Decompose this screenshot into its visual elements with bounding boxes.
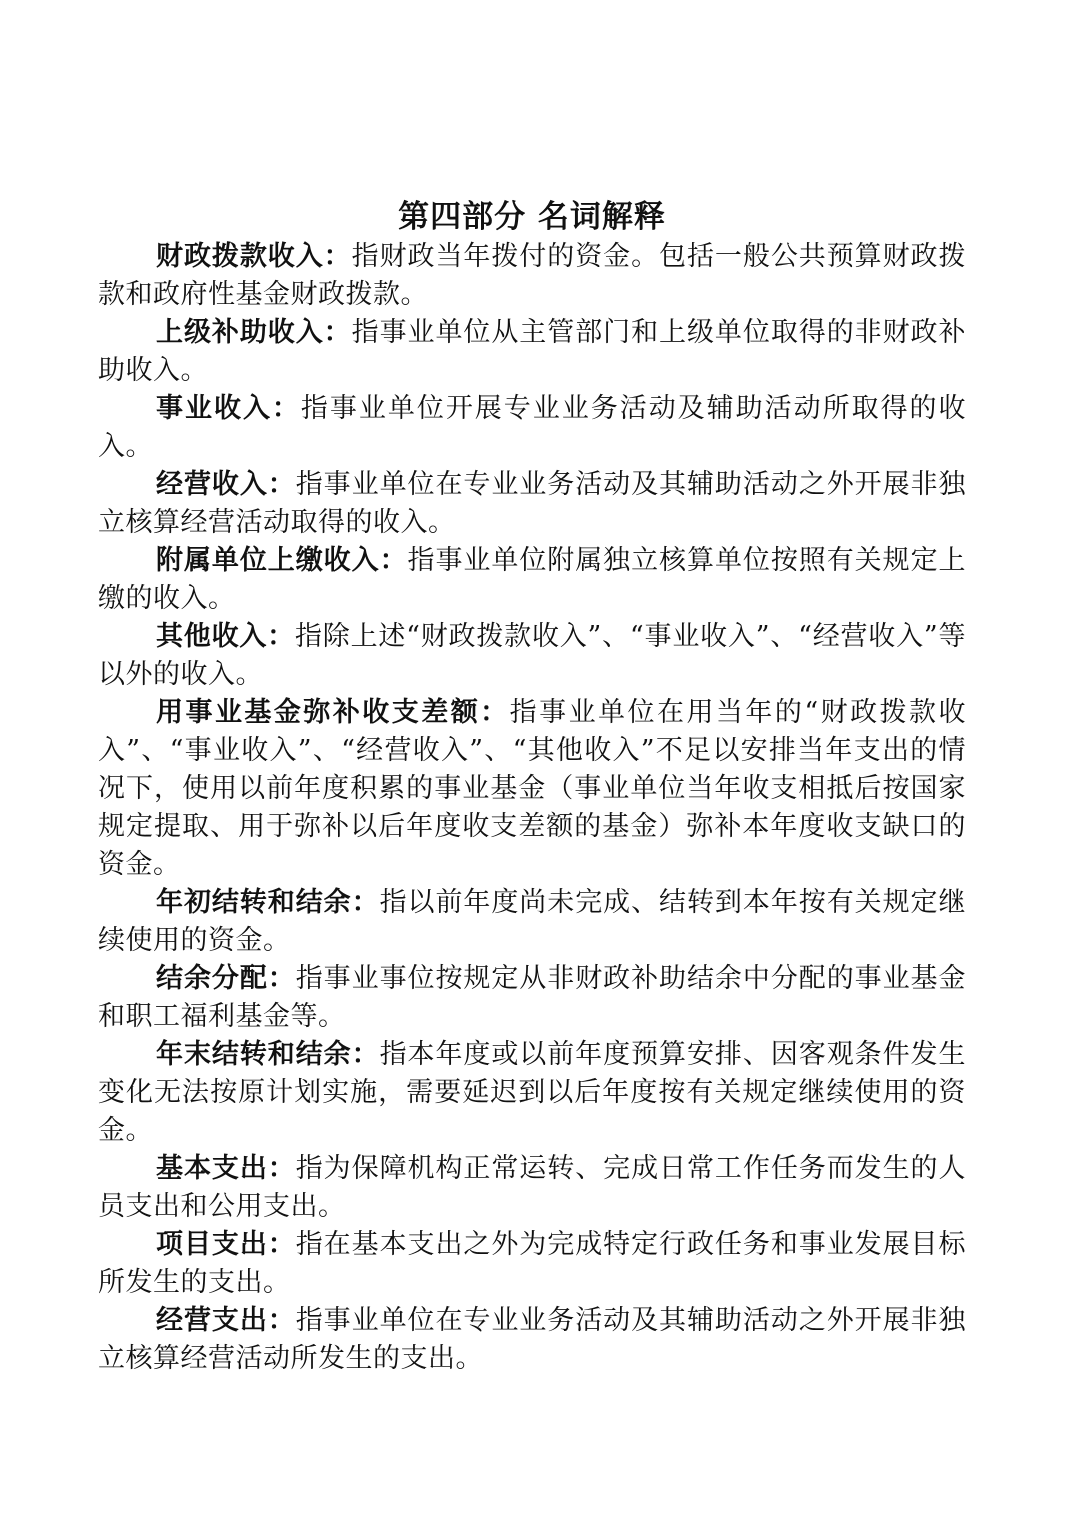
term-paragraph bbox=[98, 694, 966, 884]
term-name: 事业收入： bbox=[156, 393, 301, 424]
term-name: 附属单位上缴收入： bbox=[156, 545, 408, 576]
term-paragraph bbox=[98, 466, 966, 542]
page-title: 第四部分 名词解释 bbox=[398, 199, 666, 235]
term-definition: 指以前年度尚未完成、结转到本年按有关规定继续使用的资金。 bbox=[98, 887, 967, 956]
term-name: 年末结转和结余： bbox=[156, 1039, 380, 1070]
term-name: 结余分配： bbox=[156, 963, 296, 994]
term-definition: 指财政当年拨付的资金。包括一般公共预算财政拨款和政府性基金财政拨款。 bbox=[98, 241, 966, 310]
term-definition: 指事业单位从主管部门和上级单位取得的非财政补助收入。 bbox=[98, 317, 966, 386]
document-body bbox=[98, 196, 966, 1378]
term-paragraph bbox=[98, 1226, 966, 1302]
term-paragraph bbox=[98, 542, 966, 618]
term-definition: 指事业单位在用当年的“财政拨款收入”、“事业收入”、“经营收入”、“其他收入”不足以安排当年支出的情况下，使用以前年度积累的事业基金（事业单位当年收支相抵后按国家规定提取、用于弥补以后年度收支差额的基金）弥补本年度收支缺口的资金。 bbox=[98, 697, 966, 880]
term-definition: 指为保障机构正常运转、完成日常工作任务而发生的人员支出和公用支出。 bbox=[98, 1153, 967, 1222]
term-name: 项目支出： bbox=[156, 1229, 296, 1260]
term-definition: 指在基本支出之外为完成特定行政任务和事业发展目标所发生的支出。 bbox=[98, 1229, 967, 1298]
term-name: 年初结转和结余： bbox=[156, 887, 380, 918]
term-name: 财政拨款收入： bbox=[156, 241, 352, 272]
term-name: 其他收入： bbox=[156, 621, 295, 652]
term-name: 用事业基金弥补收支差额： bbox=[156, 697, 510, 728]
term-definition: 指事业事位按规定从非财政补助结余中分配的事业基金和职工福利基金等。 bbox=[98, 963, 967, 1032]
term-paragraph bbox=[98, 884, 966, 960]
term-definition: 指本年度或以前年度预算安排、因客观条件发生变化无法按原计划实施，需要延迟到以后年度按有关规定继续使用的资金。 bbox=[98, 1039, 967, 1146]
term-paragraph bbox=[98, 960, 966, 1036]
term-paragraph bbox=[98, 314, 966, 390]
term-definition: 指除上述“财政拨款收入”、“事业收入”、“经营收入”等以外的收入。 bbox=[98, 621, 966, 690]
term-name: 基本支出： bbox=[156, 1153, 296, 1184]
term-name: 上级补助收入： bbox=[156, 317, 352, 348]
term-definition: 指事业单位在专业业务活动及其辅助活动之外开展非独立核算经营活动取得的收入。 bbox=[98, 469, 967, 538]
term-paragraph bbox=[98, 1302, 966, 1378]
term-definition: 指事业单位在专业业务活动及其辅助活动之外开展非独立核算经营活动所发生的支出。 bbox=[98, 1305, 967, 1374]
term-paragraph bbox=[98, 1036, 966, 1150]
term-definition: 指事业单位附属独立核算单位按照有关规定上缴的收入。 bbox=[98, 545, 967, 614]
term-definition: 指事业单位开展专业业务活动及辅助活动所取得的收入。 bbox=[98, 393, 967, 462]
term-paragraph bbox=[98, 390, 966, 466]
term-paragraph bbox=[98, 238, 966, 314]
term-name: 经营支出： bbox=[156, 1305, 296, 1336]
term-paragraph bbox=[98, 618, 966, 694]
term-paragraph bbox=[98, 1150, 966, 1226]
term-name: 经营收入： bbox=[156, 469, 296, 500]
